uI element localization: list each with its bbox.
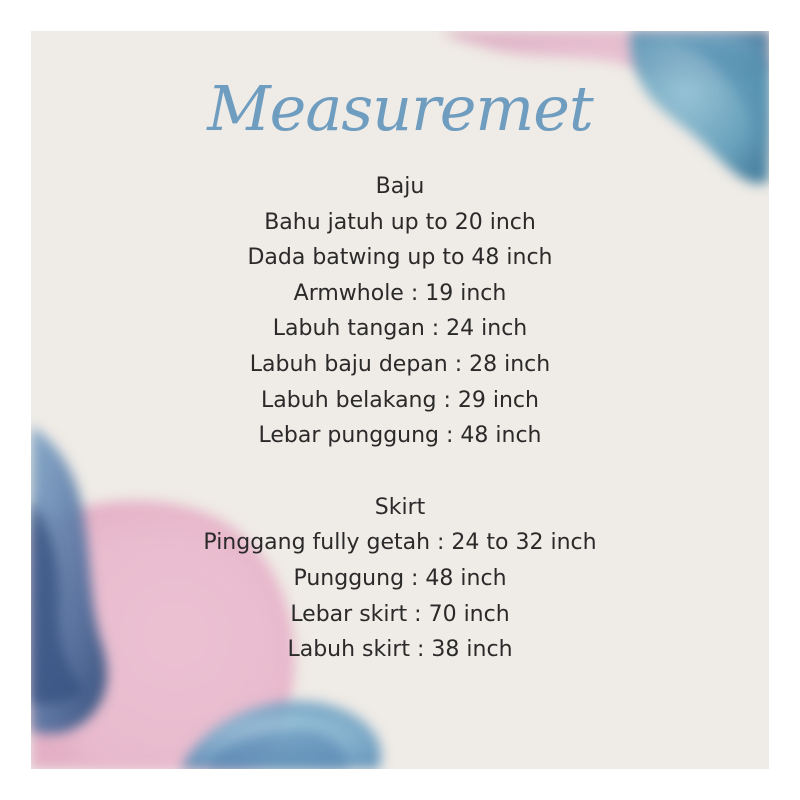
list-item: Lebar skirt : 70 inch [290, 601, 510, 627]
list-item: Pinggang fully getah : 24 to 32 inch [203, 530, 597, 556]
list-item: Labuh baju depan : 28 inch [249, 351, 551, 377]
list-item: Dada batwing up to 48 inch [247, 245, 553, 271]
measurement-list [31, 169, 769, 668]
list-item: Labuh tangan : 24 inch [272, 316, 528, 342]
measurement-card [31, 31, 769, 769]
list-item: Labuh belakang : 29 inch [261, 387, 539, 413]
list-item: Lebar punggung : 48 inch [258, 423, 542, 449]
list-item: Labuh skirt : 38 inch [287, 637, 513, 663]
list-item: Bahu jatuh up to 20 inch [264, 209, 536, 235]
list-item: Punggung : 48 inch [293, 565, 507, 591]
content [31, 31, 769, 769]
list-item: Armwhole : 19 inch [293, 280, 507, 306]
page-title: Measuremet [207, 72, 593, 145]
baju-heading: Baju [375, 174, 425, 199]
skirt-heading: Skirt [374, 494, 426, 520]
section-spacer [31, 454, 769, 490]
